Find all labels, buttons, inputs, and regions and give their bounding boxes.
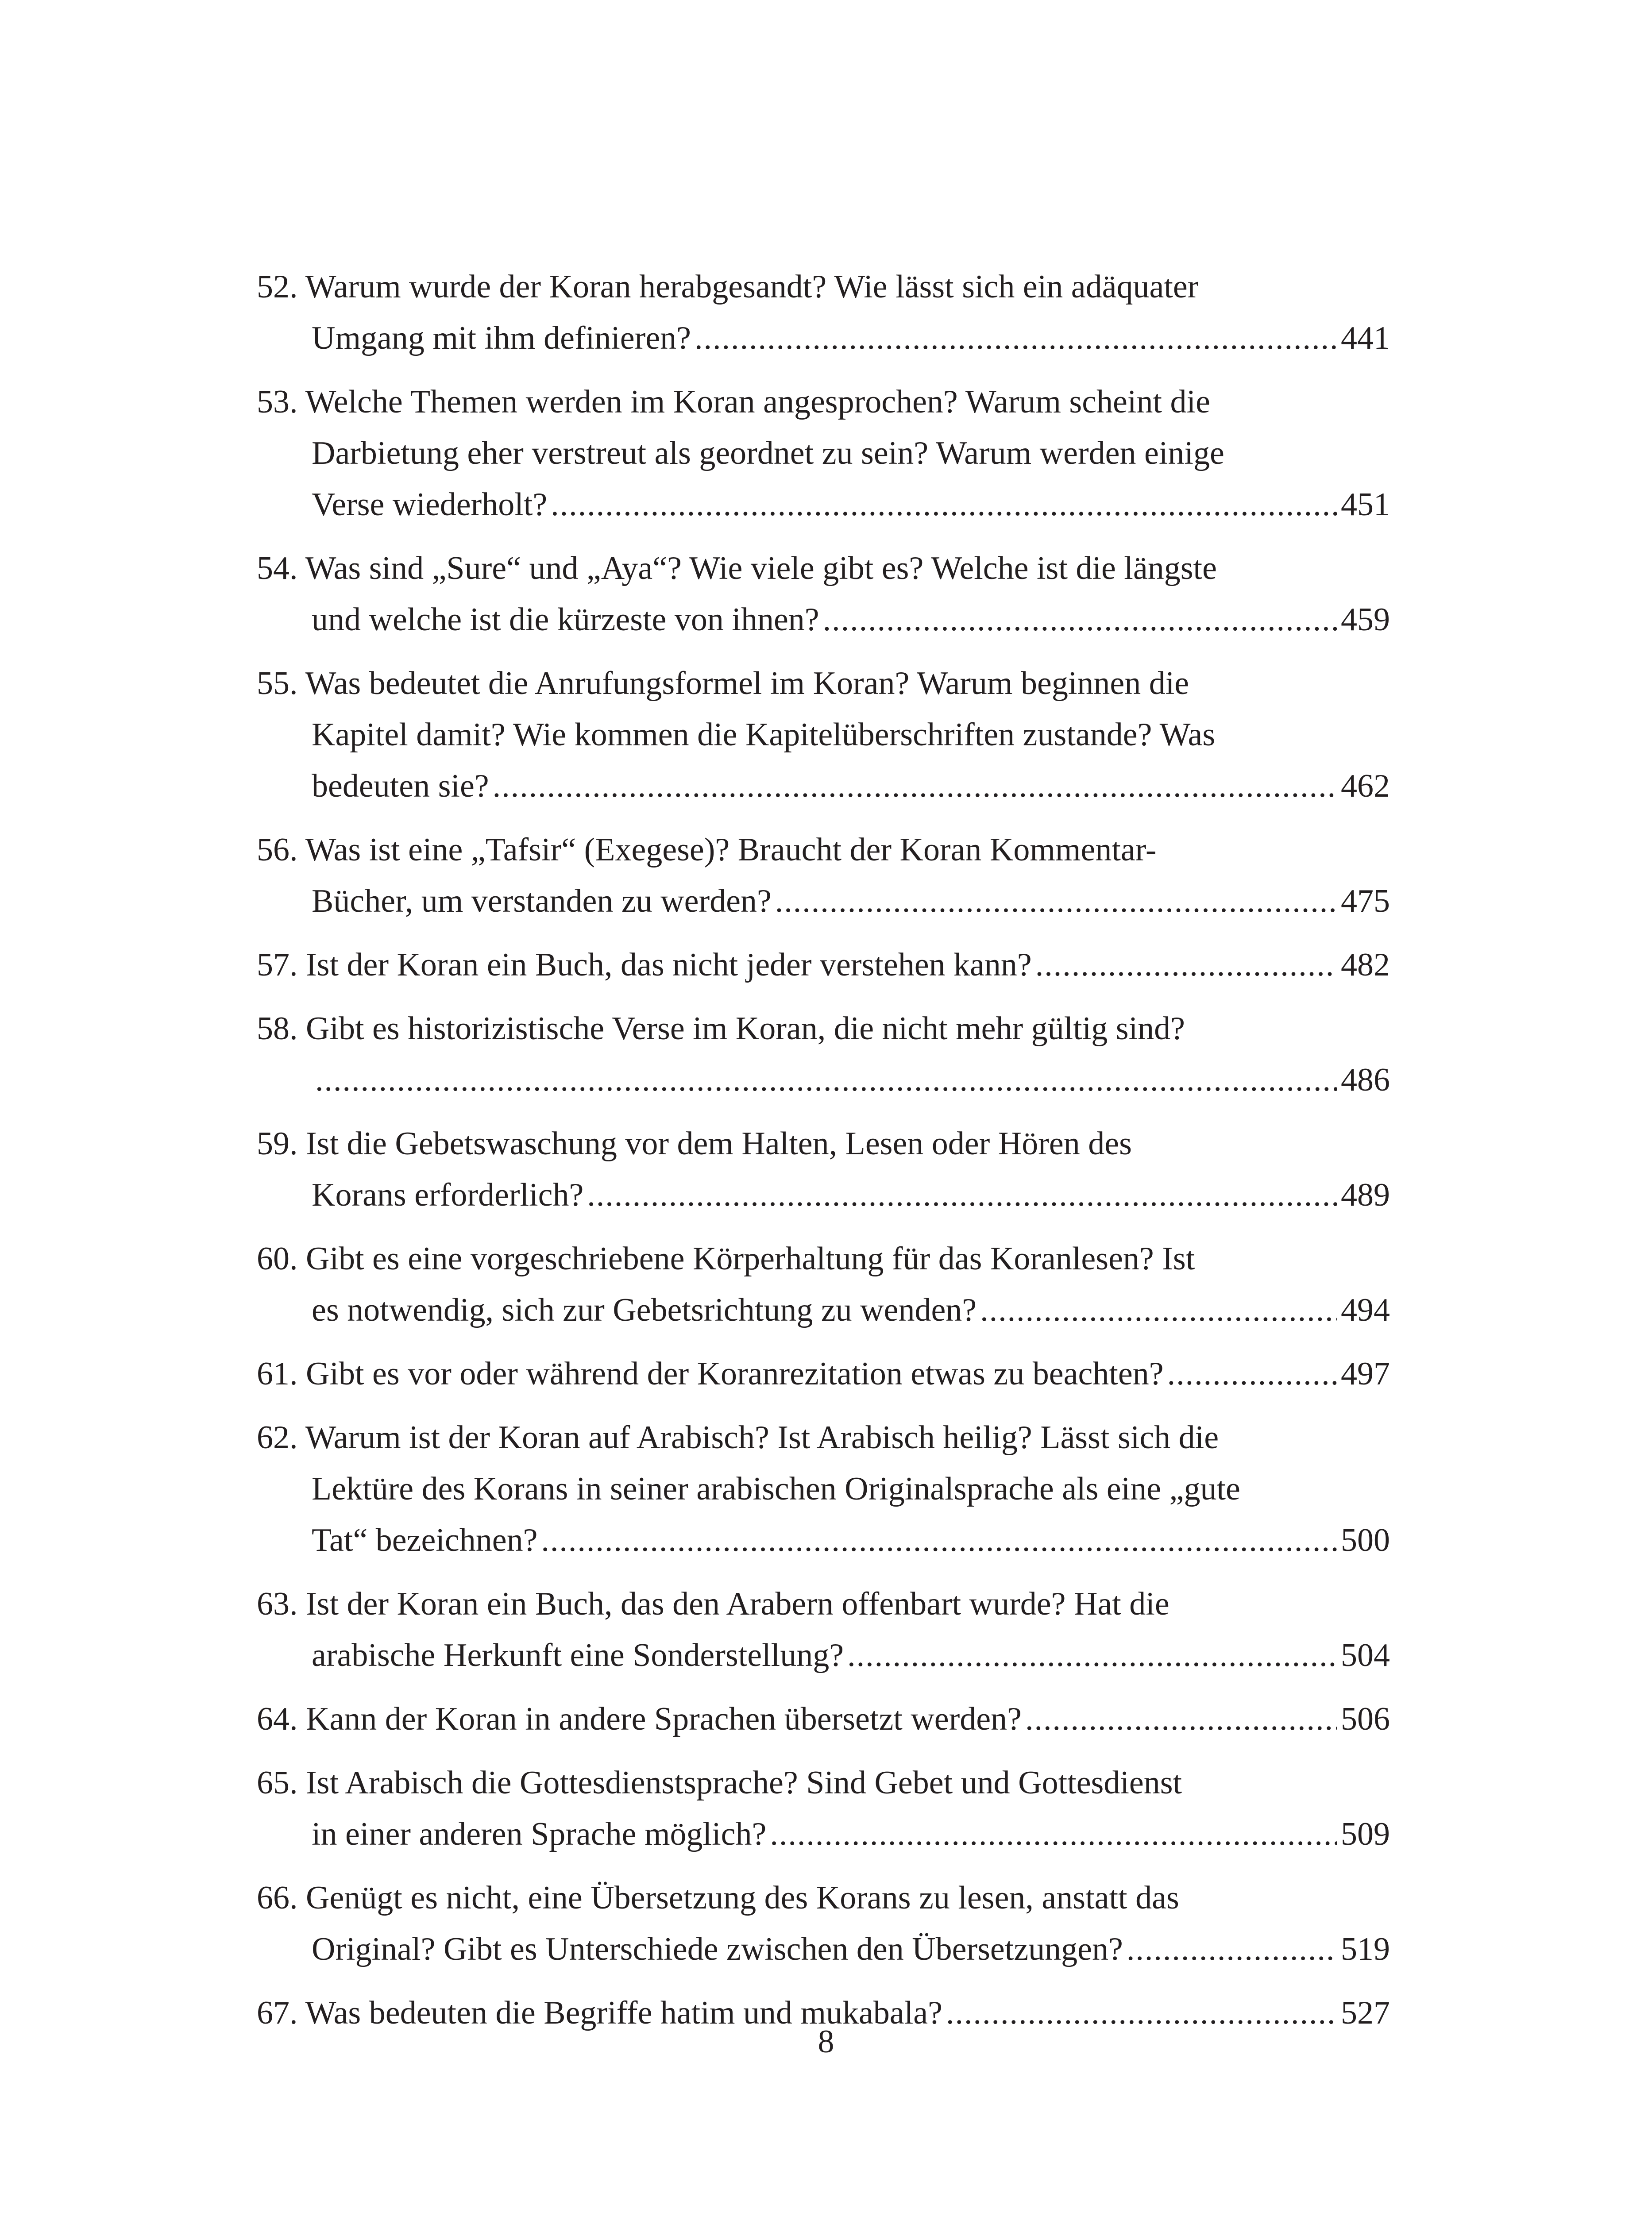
toc-entry-last-line [257, 1284, 1390, 1336]
dot-leader [315, 1054, 1337, 1106]
toc-entry-line: 60. Gibt es eine vorgeschriebene Körperhaltung für das Koranlesen? Ist [257, 1241, 1195, 1277]
toc-entry-text: 61. Gibt es vor oder während der Koranrezitation etwas zu beachten? [257, 1356, 1164, 1392]
toc-entry-last-line [257, 594, 1390, 645]
toc-page-number: 462 [1341, 768, 1390, 804]
toc-entry-line: 55. Was bedeutet die Anrufungsformel im Koran? Warum beginnen die [257, 665, 1189, 702]
toc-entry-last-line [257, 312, 1390, 364]
toc-entry-text: Verse wiederholt? [312, 486, 548, 523]
toc-entry-line: 66. Genügt es nicht, eine Übersetzung des Korans zu lesen, anstatt das [257, 1880, 1179, 1916]
toc-entry-line: Darbietung eher verstreut als geordnet zu sein? Warum werden einige [312, 435, 1224, 471]
toc-entry-text: Tat“ bezeichnen? [312, 1522, 538, 1558]
toc-entry-text: Original? Gibt es Unterschiede zwischen den Übersetzungen? [312, 1931, 1123, 1967]
dot-leader [770, 1808, 1337, 1860]
toc-entry-line: 56. Was ist eine „Tafsir“ (Exegese)? Braucht der Koran Kommentar- [257, 832, 1157, 868]
toc-page-number: 486 [1341, 1062, 1390, 1098]
toc-entry-text: 64. Kann der Koran in andere Sprachen übersetzt werden? [257, 1701, 1022, 1737]
dot-leader [980, 1284, 1337, 1336]
toc-page-number: 527 [1341, 1995, 1390, 2031]
toc-entry-line: Lektüre des Korans in seiner arabischen Originalsprache als eine „gute [312, 1471, 1240, 1507]
toc-page-number: 519 [1341, 1931, 1390, 1967]
page-number: 8 [818, 2024, 834, 2060]
dot-leader [587, 1169, 1337, 1221]
toc-entry [257, 1412, 1390, 1566]
toc-page-number: 500 [1341, 1522, 1390, 1558]
toc-entry-text: 57. Ist der Koran ein Buch, das nicht jeder verstehen kann? [257, 947, 1032, 983]
toc-entry [257, 824, 1390, 927]
toc-entry [257, 1872, 1390, 1975]
toc-entry-line: Kapitel damit? Wie kommen die Kapitelüberschriften zustande? Was [312, 717, 1216, 753]
toc-entry-last-line [257, 1924, 1390, 1975]
dot-leader [551, 479, 1337, 530]
toc-entry-line: 62. Warum ist der Koran auf Arabisch? Ist Arabisch heilig? Lässt sich die [257, 1419, 1219, 1456]
toc-entry-line: 59. Ist die Gebetswaschung vor dem Halten, Lesen oder Hören des [257, 1126, 1132, 1162]
toc-entry [257, 1578, 1390, 1681]
toc-entry-line: 52. Warum wurde der Koran herabgesandt? Wie lässt sich ein adäquater [257, 269, 1199, 305]
toc-entry-last-line [257, 1808, 1390, 1860]
toc-entry [257, 1757, 1390, 1860]
toc-entry-line: 65. Ist Arabisch die Gottesdienstsprache? Sind Gebet und Gottesdienst [257, 1765, 1182, 1801]
toc-entry-text: und welche ist die kürzeste von ihnen? [312, 601, 819, 638]
toc-page-number: 482 [1341, 947, 1390, 983]
dot-leader [1025, 1693, 1337, 1745]
toc-entry-line: 54. Was sind „Sure“ und „Aya“? Wie viele gibt es? Welche ist die längste [257, 550, 1217, 586]
dot-leader [695, 312, 1337, 364]
dot-leader [1035, 939, 1337, 991]
dot-leader [1167, 1348, 1337, 1400]
toc-entry-text: arabische Herkunft eine Sonderstellung? [312, 1637, 844, 1673]
dot-leader [1127, 1924, 1337, 1975]
toc-entry-text: in einer anderen Sprache möglich? [312, 1816, 767, 1852]
toc-entry-last-line [257, 479, 1390, 530]
toc-entry-text: Korans erforderlich? [312, 1177, 584, 1213]
toc-entry [257, 261, 1390, 364]
toc-entry [257, 1693, 1390, 1745]
toc-entry-text: 67. Was bedeuten die Begriffe hatim und mukabala? [257, 1995, 942, 2031]
toc-page-number: 497 [1341, 1356, 1390, 1392]
toc-entry-last-line [257, 1693, 1390, 1745]
toc-entry [257, 939, 1390, 991]
toc-entry [257, 376, 1390, 530]
toc-entry [257, 1118, 1390, 1221]
toc-entry-last-line [257, 875, 1390, 927]
toc-page-number: 494 [1341, 1292, 1390, 1328]
toc-page-number: 489 [1341, 1177, 1390, 1213]
toc-page-number: 441 [1341, 320, 1390, 356]
toc-entry-text: es notwendig, sich zur Gebetsrichtung zu wenden? [312, 1292, 977, 1328]
table-of-contents [257, 261, 1390, 2051]
toc-entry-last-line [257, 1169, 1390, 1221]
toc-entry-line: 58. Gibt es historizistische Verse im Koran, die nicht mehr gültig sind? [257, 1010, 1185, 1047]
toc-page-number: 506 [1341, 1701, 1390, 1737]
toc-page-number: 504 [1341, 1637, 1390, 1673]
toc-entry [257, 543, 1390, 645]
toc-entry-line: 63. Ist der Koran ein Buch, das den Arabern offenbart wurde? Hat die [257, 1586, 1170, 1622]
toc-entry [257, 658, 1390, 812]
toc-page-number: 475 [1341, 883, 1390, 919]
toc-page-number: 451 [1341, 486, 1390, 523]
toc-entry [257, 1348, 1390, 1400]
toc-entry-text: Umgang mit ihm definieren? [312, 320, 691, 356]
toc-entry [257, 1003, 1390, 1106]
toc-entry-text: Bücher, um verstanden zu werden? [312, 883, 772, 919]
dot-leader [775, 875, 1337, 927]
dot-leader [541, 1515, 1337, 1566]
toc-entry-last-line [257, 1630, 1390, 1681]
dot-leader [847, 1630, 1337, 1681]
toc-page-number: 459 [1341, 601, 1390, 638]
toc-entry-last-line [257, 1348, 1390, 1400]
toc-page-number: 509 [1341, 1816, 1390, 1852]
toc-entry-last-line [257, 939, 1390, 991]
toc-entry-last-line [257, 760, 1390, 812]
toc-entry [257, 1233, 1390, 1336]
toc-entry-last-line [257, 1515, 1390, 1566]
toc-entry-text: bedeuten sie? [312, 768, 489, 804]
toc-entry-last-line [257, 1054, 1390, 1106]
dot-leader [493, 760, 1337, 812]
toc-entry-line: 53. Welche Themen werden im Koran angesprochen? Warum scheint die [257, 384, 1210, 420]
dot-leader [823, 594, 1337, 645]
